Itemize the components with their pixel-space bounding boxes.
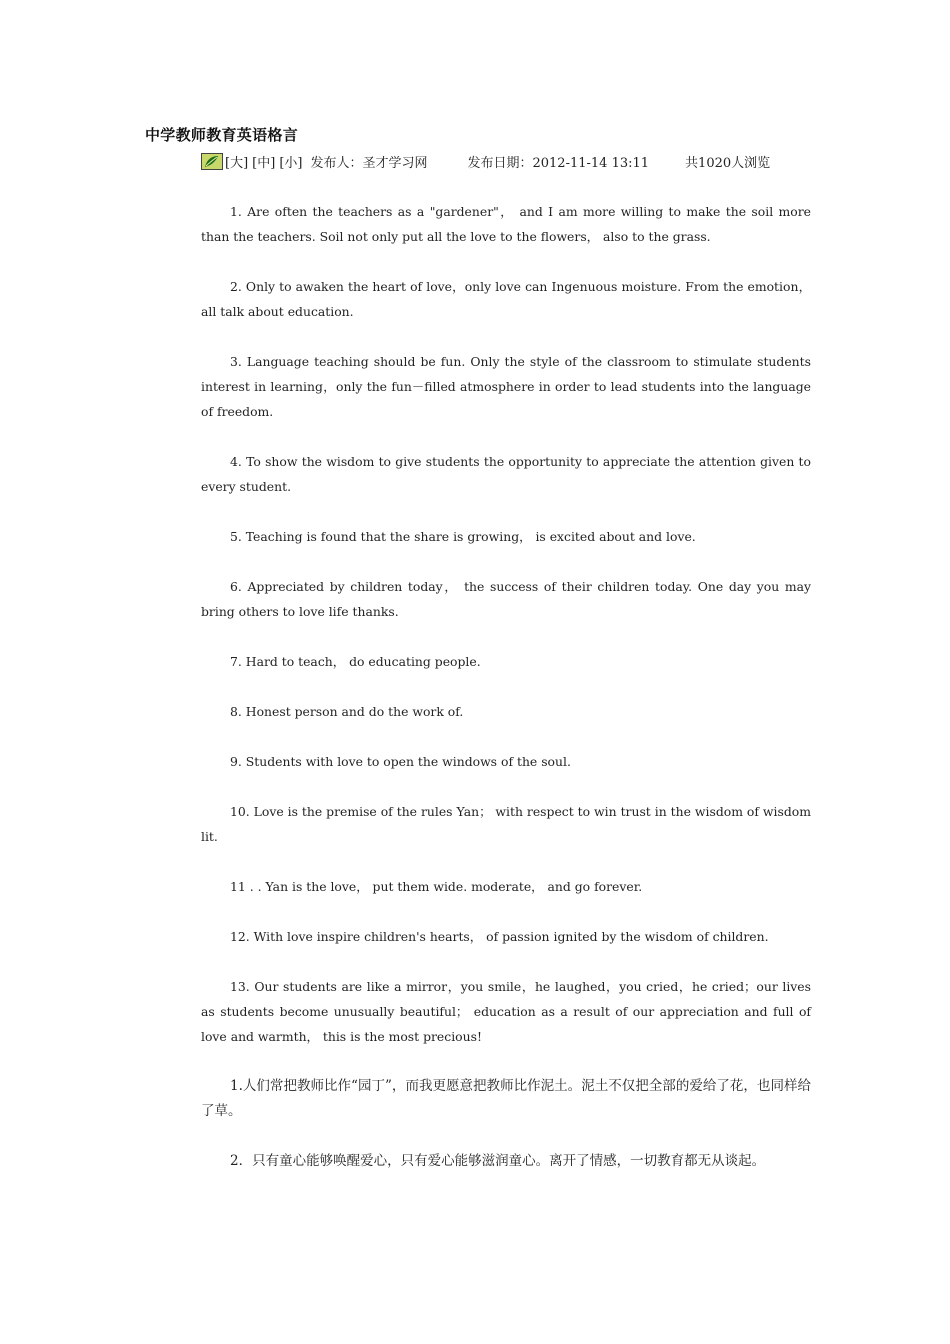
paragraph-chinese: 1.人们常把教师比作“园丁”，而我更愿意把教师比作泥土。泥土不仅把全部的爱给了花，也同样给了草。 <box>201 1078 811 1119</box>
font-size-medium-link[interactable]: [中] <box>252 155 276 171</box>
font-size-small-link[interactable]: [小] <box>279 155 303 171</box>
page-title: 中学教师教育英语格言 <box>145 126 299 144</box>
paragraph: 6. Appreciated by children today， the success of their children today. One day you may bring others to love life thanks. <box>201 579 811 619</box>
article-meta-bar <box>201 150 770 172</box>
view-count-text: 共1020人浏览 <box>685 155 771 171</box>
paragraph: 9. Students with love to open the windows of the soul. <box>230 754 571 769</box>
paragraph: 10. Love is the premise of the rules Yan； with respect to win trust in the wisdom of wisdom lit. <box>201 804 811 844</box>
paragraph-chinese: 2．只有童心能够唤醒爱心，只有爱心能够滋润童心。离开了情感，一切教育都无从谈起。 <box>230 1153 766 1169</box>
paragraph: 3. Language teaching should be fun. Only the style of the classroom to stimulate students interest in learning，only the fun－filled atmosphere in order to lead students into the language of freedom. <box>201 354 811 419</box>
font-size-links <box>225 152 302 171</box>
paragraph: 7. Hard to teach， do educating people. <box>230 654 481 669</box>
paragraph: 4. To show the wisdom to give students the opportunity to appreciate the attention given to every student. <box>201 454 811 494</box>
paragraph: 12. With love inspire children's hearts， of passion ignited by the wisdom of children. <box>230 929 769 944</box>
paragraph: 11 . . Yan is the love， put them wide. moderate， and go forever. <box>230 879 643 894</box>
article-body <box>201 199 811 1199</box>
paragraph: 13. Our students are like a mirror，you smile，he laughed，you cried，he cried；our lives as students become unusually beautiful； education as a result of our appreciation and full of love and warmth， this is the most precious! <box>201 979 811 1044</box>
font-size-large-link[interactable]: [大] <box>225 155 249 171</box>
publish-date-text: 发布日期：2012-11-14 13:11 <box>467 155 650 171</box>
speaker-leaf-icon[interactable] <box>201 153 223 170</box>
paragraph: 5. Teaching is found that the share is growing， is excited about and love. <box>230 529 696 544</box>
publisher-text: 发布人：圣才学习网 <box>310 155 428 171</box>
paragraph: 1. Are often the teachers as a "gardener"， and I am more willing to make the soil more than the teachers. Soil not only put all the love to the flowers， also to the grass. <box>201 204 811 244</box>
paragraph: 2. Only to awaken the heart of love，only love can Ingenuous moisture. From the emotion， all talk about education. <box>201 279 811 319</box>
paragraph: 8. Honest person and do the work of. <box>230 704 464 719</box>
